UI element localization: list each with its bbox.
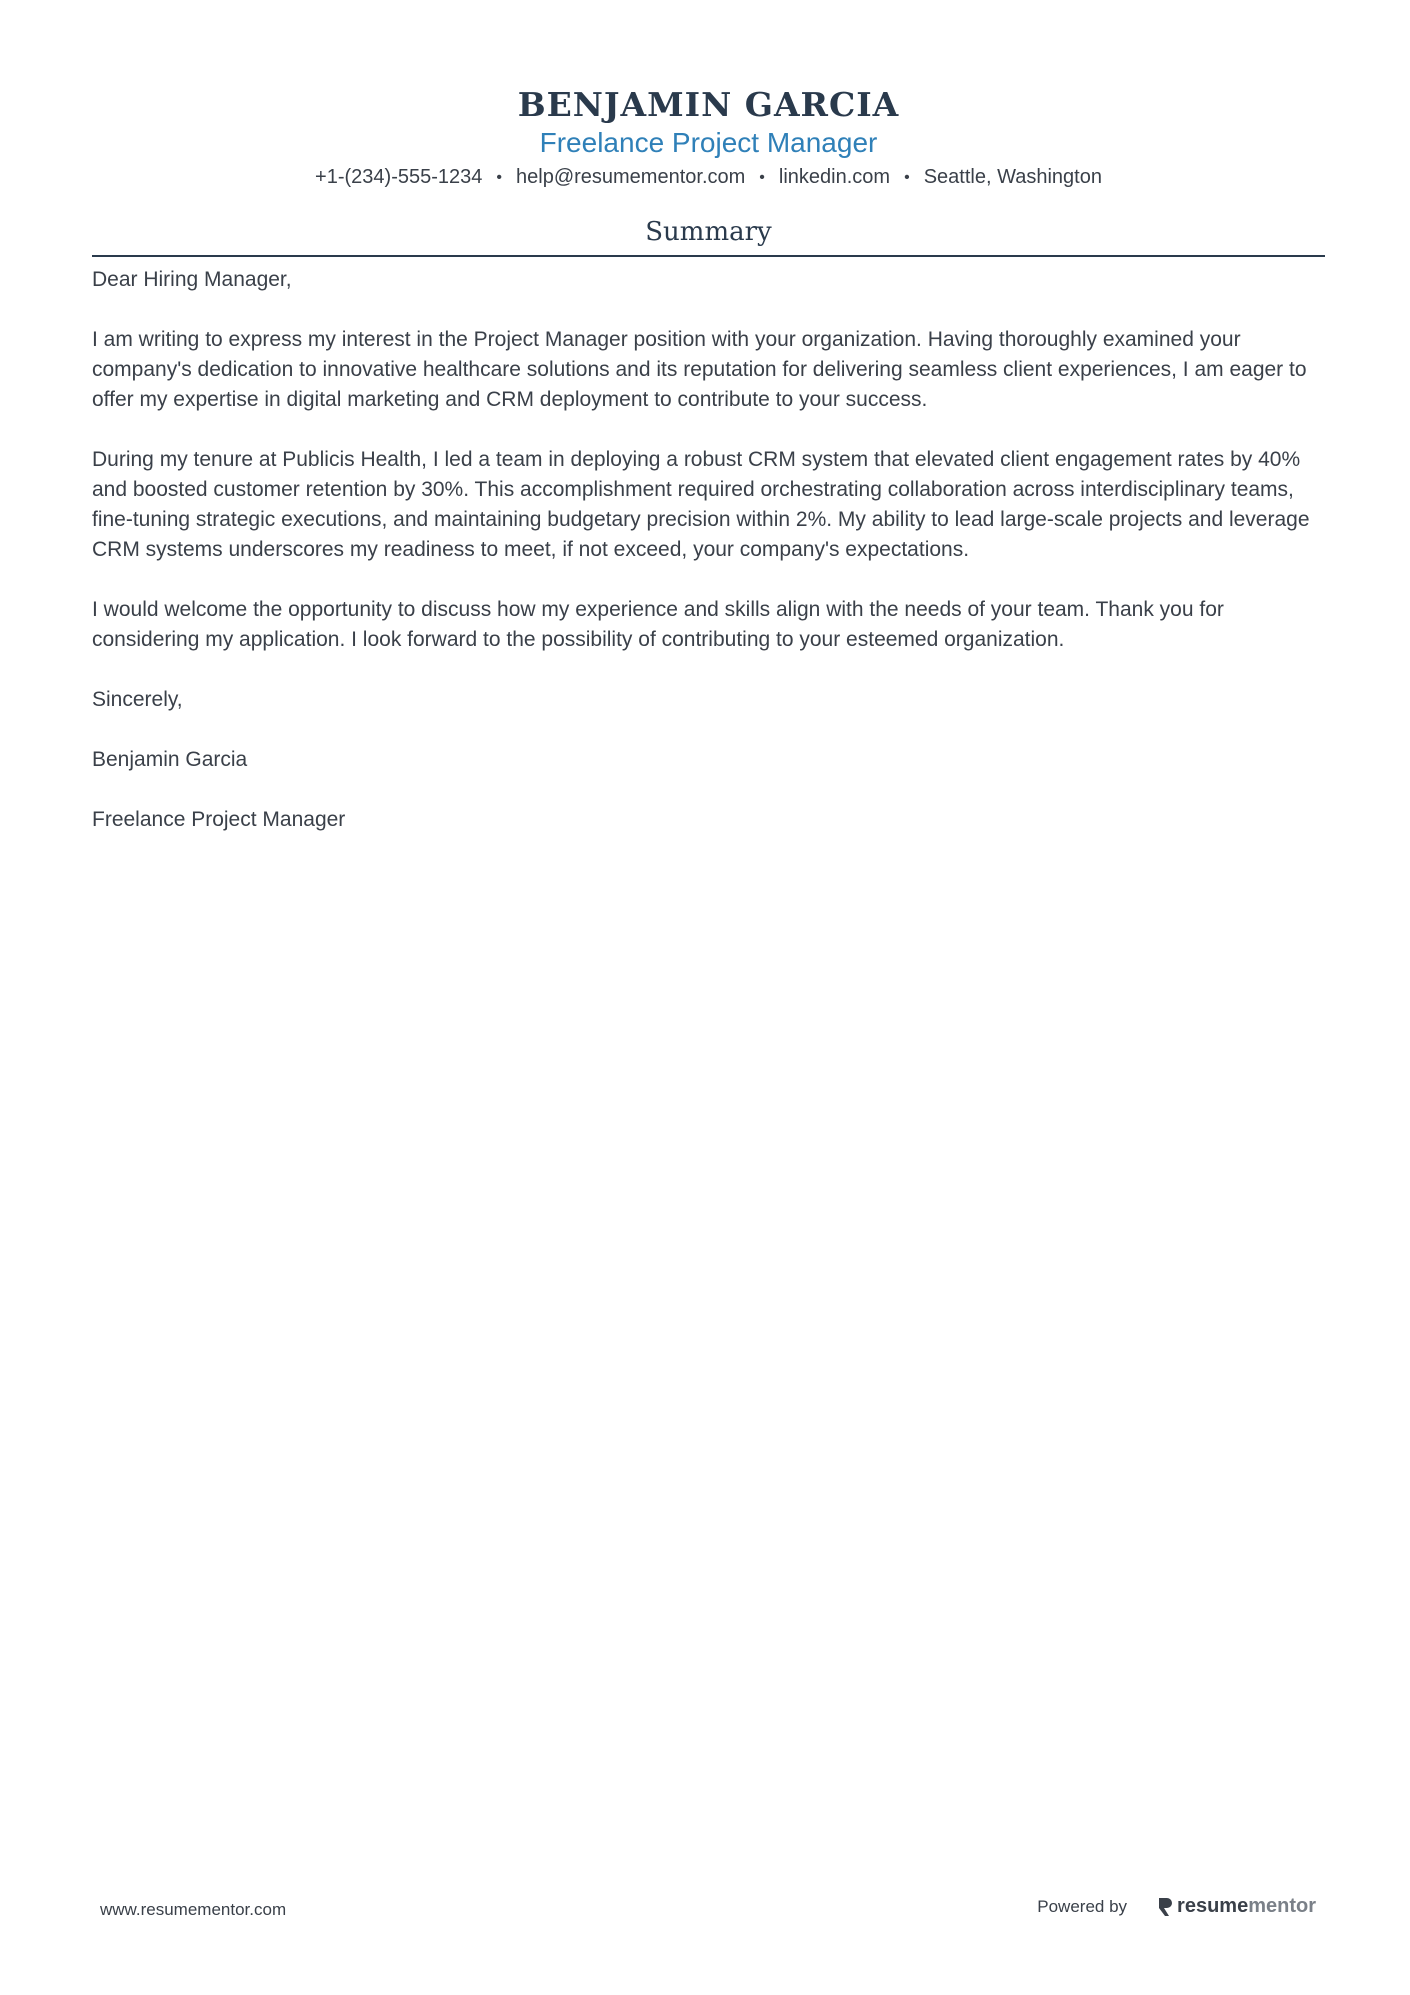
resumementor-logo-icon (1157, 1896, 1173, 1918)
contact-email: help@resumementor.com (516, 166, 746, 188)
contact-location: Seattle, Washington (923, 166, 1102, 188)
signature-name: Benjamin Garcia (92, 748, 248, 771)
candidate-role: Freelance Project Manager (539, 127, 878, 158)
contact-phone: +1-(234)-555-1234 (315, 166, 483, 188)
contact-separator: • (904, 169, 910, 186)
contact-separator: • (496, 169, 502, 186)
letter-closing: Sincerely, (92, 688, 183, 711)
powered-by-label: Powered by (1037, 1896, 1128, 1916)
contact-separator: • (759, 169, 765, 186)
contact-line (92, 162, 1325, 193)
letter-greeting: Dear Hiring Manager, (92, 268, 292, 291)
letter-paragraph: I would welcome the opportunity to discuss how my experience and skills align with the needs of your team. Thank you for considering my application. I look forward to the possibility of contributing to your esteemed organization. (92, 598, 1224, 651)
signature-title: Freelance Project Manager (92, 808, 346, 831)
resumementor-logo (1157, 1895, 1316, 1918)
section-title-summary: Summary (92, 215, 1325, 257)
logo-text-resume: resume (1177, 1895, 1249, 1917)
letter-paragraph: I am writing to express my interest in the Project Manager position with your organization. Having thoroughly examined your company's dedication to innovative healthcare solutions and its reputation for delivering seamless client experiences, I am eager to offer my expertise in digital marketing and CRM deployment to contribute to your success. (92, 328, 1307, 411)
candidate-name: BENJAMIN GARCIA (517, 85, 900, 124)
logo-text-mentor: mentor (1248, 1895, 1316, 1917)
header (92, 0, 1325, 193)
contact-linkedin: linkedin.com (778, 166, 891, 188)
footer-branding (1037, 1895, 1316, 1918)
resume-page (92, 0, 1325, 865)
cover-letter-body (92, 265, 1325, 835)
letter-paragraph: During my tenure at Publicis Health, I led a team in deploying a robust CRM system that elevated client engagement rates by 40% and boosted customer retention by 30%. This accomplishment required orchestrating collaboration across interdisciplinary teams, fine-tuning strategic executions, and maintaining budgetary precision within 2%. My ability to lead large-scale projects and leverage CRM systems underscores my readiness to meet, if not exceed, your company's expectations. (92, 448, 1310, 561)
footer-website: www.resumementor.com (100, 1900, 287, 1919)
